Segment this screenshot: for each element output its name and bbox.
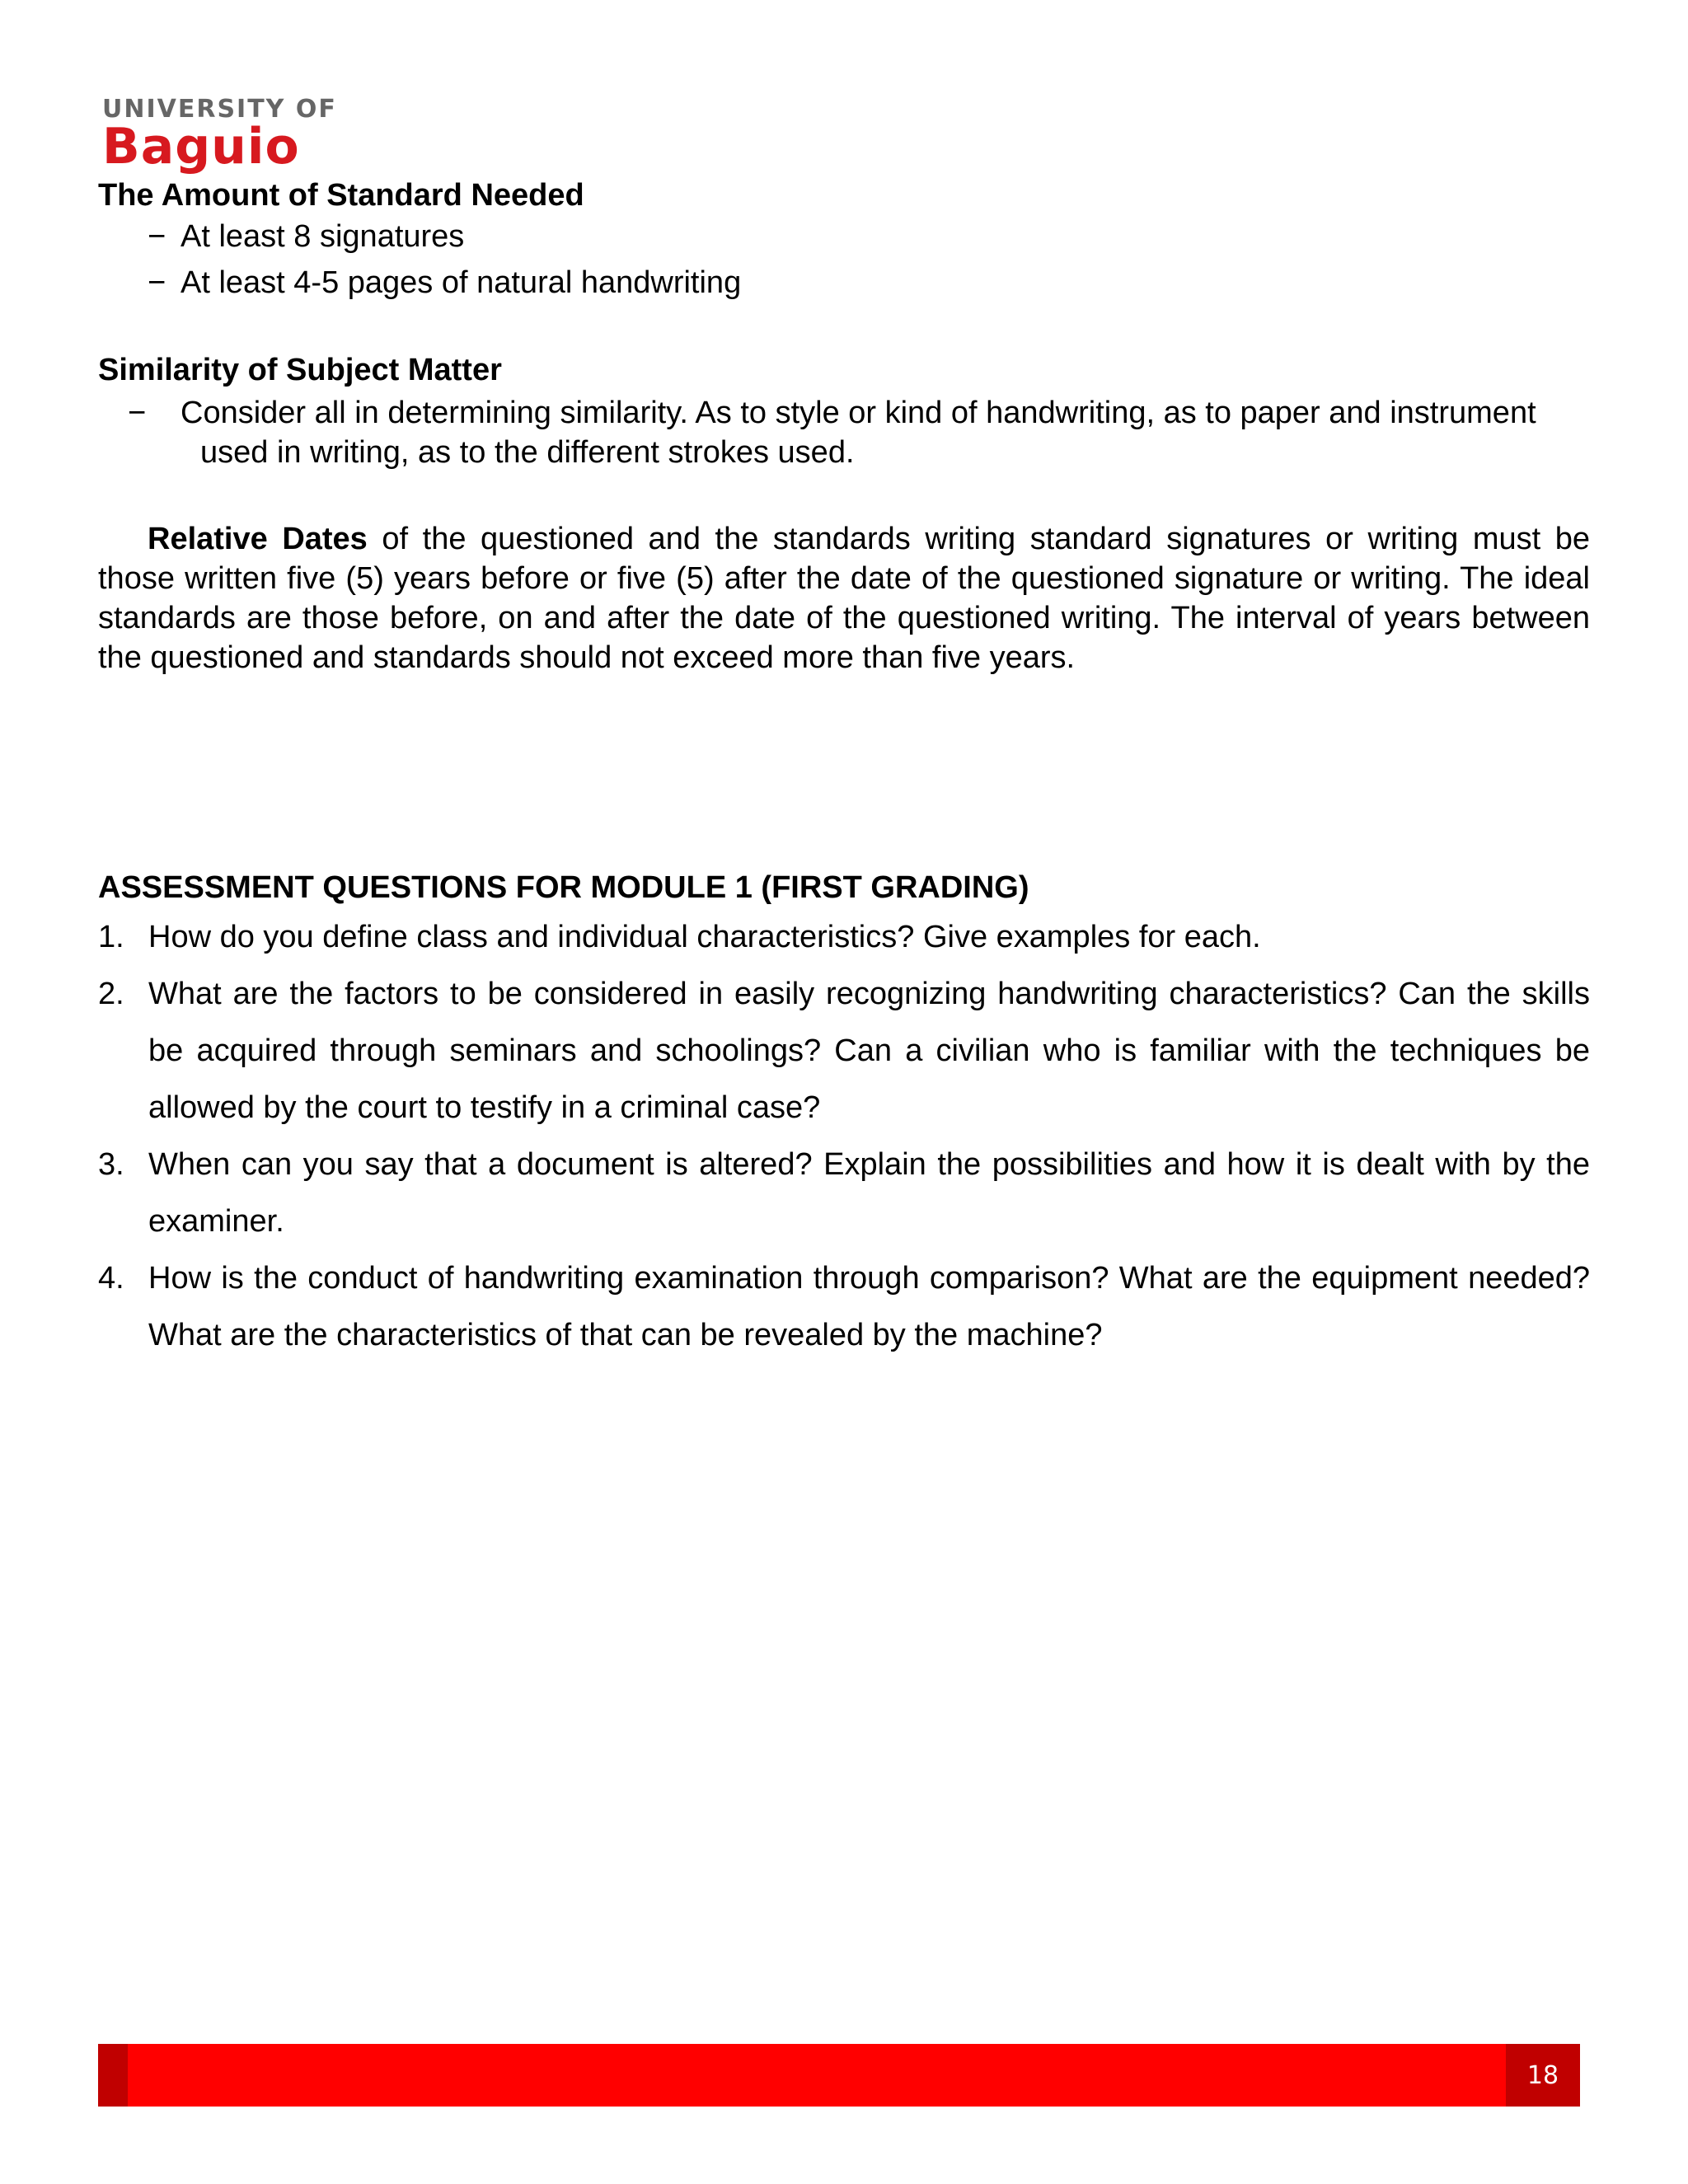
list-item: − Consider all in determining similarity. As to style or kind of handwriting, as to paper and instrument used in writing, as to the different strokes used. [128, 396, 1536, 470]
standard-section [98, 178, 1590, 306]
relative-dates-section [98, 519, 1590, 677]
university-logo [102, 95, 349, 176]
assessment-section [98, 870, 1590, 1364]
question-item: 2. What are the factors to be considered in easily recognizing handwriting characteristics? Can the skills be acquired through seminars and schoolings? Can a civilian who is familiar with the techniques be allowed by the court to testify in a criminal case? [98, 977, 1590, 1125]
question-item: 1. How do you define class and individual characteristics? Give examples for each. [98, 920, 1261, 954]
standard-list [98, 213, 1590, 306]
dash-bullet: − [148, 219, 166, 254]
assessment-heading: ASSESSMENT QUESTIONS FOR MODULE 1 (FIRST GRADING) [98, 870, 1029, 905]
similarity-section [98, 353, 1590, 472]
question-item: 4. How is the conduct of handwriting examination through comparison? What are the equipment needed? What are the characteristics of that can be revealed by the machine? [98, 1261, 1590, 1352]
footer-accent [98, 2044, 128, 2107]
question-list [98, 909, 1590, 1364]
logo-line-2: Baguio [102, 118, 300, 176]
page-number: 18 [1506, 2044, 1580, 2107]
similarity-list [98, 393, 1590, 472]
question-item: 3. When can you say that a document is altered? Explain the possibilities and how it is dealt with by the examiner. [98, 1147, 1590, 1239]
section-heading: The Amount of Standard Needed [98, 178, 584, 213]
list-item: − At least 4-5 pages of natural handwriting [98, 260, 1590, 306]
dash-bullet: − [148, 265, 166, 300]
list-item: − At least 8 signatures [98, 213, 1590, 260]
footer-bar [98, 2044, 1580, 2107]
section-heading: Similarity of Subject Matter [98, 353, 502, 387]
relative-dates-paragraph: Relative Dates of the questioned and the standards writing standard signatures or writing must be those written five (5) years before or five (5) after the date of the questioned signature or writing. The ideal standards are those before, on and after the date of the questioned writing. The interval of years between the questioned and standards should not exceed more than five years. [98, 522, 1591, 675]
relative-dates-lead: Relative Dates [148, 522, 368, 556]
logo-line-1: UNIVERSITY OF [102, 95, 337, 124]
